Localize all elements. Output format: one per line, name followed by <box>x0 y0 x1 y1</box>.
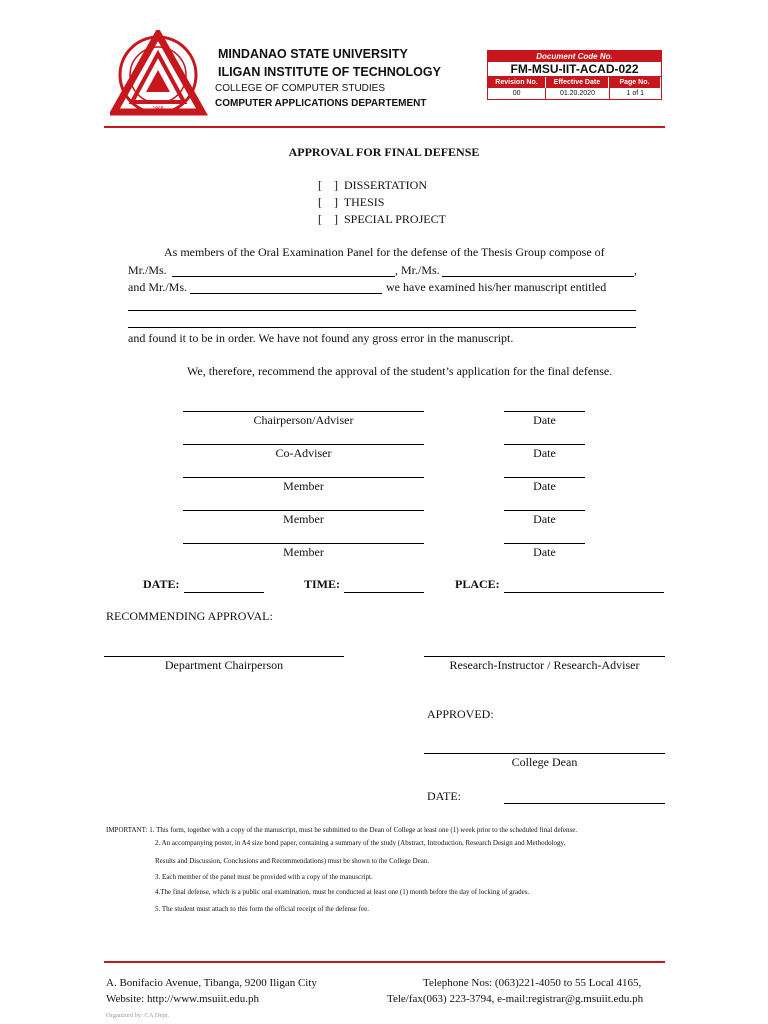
date-line[interactable] <box>504 477 585 478</box>
signature-line-member[interactable] <box>183 543 424 544</box>
page-value: 1 of 1 <box>626 90 645 97</box>
label-mr-ms-2: , Mr./Ms. <box>395 263 440 277</box>
option-thesis: [ ] THESIS <box>318 195 385 209</box>
signatory-role: Member <box>283 512 324 526</box>
department-name: COMPUTER APPLICATIONS DEPARTEMENT <box>215 98 427 109</box>
dept-chair-label: Department Chairperson <box>164 658 284 672</box>
footer-telefax: Tele/fax(063) 223-3794, e-mail:registrar@g.msuiit.edu.ph <box>387 993 644 1005</box>
note-4: 4.The final defense, which is a public oral examination, must be conducted at least one (1) month before the day of locking of grades. <box>155 888 530 896</box>
dean-label: College Dean <box>511 755 578 769</box>
header-divider <box>104 126 665 128</box>
date-label: Date <box>533 512 556 526</box>
institute-name: ILIGAN INSTITUTE OF TECHNOLOGY <box>218 65 441 79</box>
text-examined: we have examined his/her manuscript entitled <box>386 280 607 294</box>
option-special-project: [ ] SPECIAL PROJECT <box>318 212 446 226</box>
footer-divider <box>104 961 665 963</box>
signature-line-chairperson[interactable] <box>183 411 424 412</box>
paragraph-recommend: We, therefore, recommend the approval of the student’s application for the final defense. <box>187 364 613 378</box>
schedule-date-label: DATE: <box>143 577 180 591</box>
text-found: and found it to be in order. We have not found any gross error in the manuscript. <box>128 331 514 345</box>
signature-line-dean[interactable] <box>424 753 665 754</box>
university-seal <box>110 30 210 116</box>
footer-address: A. Bonifacio Avenue, Tibanga, 9200 Iligan City <box>106 977 317 989</box>
college-name: COLLEGE OF COMPUTER STUDIES <box>215 83 386 94</box>
note-2-cont: Results and Discussion, Conclusions and Recommendations) must be shown to the College Dean. <box>155 857 430 865</box>
recommending-approval-label: RECOMMENDING APPROVAL: <box>106 609 273 623</box>
manuscript-title-line-1[interactable] <box>128 310 636 311</box>
date-line[interactable] <box>504 444 585 445</box>
name-field-3[interactable] <box>190 293 382 294</box>
signature-line-research-adviser[interactable] <box>424 656 665 657</box>
schedule-time-field[interactable] <box>344 592 424 593</box>
comma: , <box>634 263 637 277</box>
name-field-2[interactable] <box>442 276 634 277</box>
research-adviser-label: Research-Instructor / Research-Adviser <box>449 658 640 672</box>
signature-line-co-adviser[interactable] <box>183 444 424 445</box>
option-dissertation: [ ] DISSERTATION <box>318 178 427 192</box>
label-mr-ms-1: Mr./Ms. <box>128 263 167 277</box>
name-field-1[interactable] <box>172 276 395 277</box>
signature-line-dept-chair[interactable] <box>104 656 344 657</box>
approved-date-label: DATE: <box>427 789 461 803</box>
seal-year: 1968 <box>152 106 164 112</box>
signatory-role: Co-Adviser <box>275 446 332 460</box>
footer-website: Website: http://www.msuiit.edu.ph <box>106 993 260 1005</box>
revision-value: 00 <box>488 88 546 99</box>
form-title: APPROVAL FOR FINAL DEFENSE <box>288 145 480 159</box>
date-line[interactable] <box>504 411 585 412</box>
label-and-mr-ms: and Mr./Ms. <box>128 280 188 294</box>
signatory-role: Chairperson/Adviser <box>253 413 354 427</box>
date-line[interactable] <box>504 510 585 511</box>
date-label: Date <box>533 446 556 460</box>
doc-code: FM-MSU-IIT-ACAD-022 <box>488 62 661 77</box>
approved-label: APPROVED: <box>427 707 494 721</box>
signatory-role: Member <box>283 479 324 493</box>
note-5: 5. The student must attach to this form the official receipt of the defense fee. <box>155 905 369 913</box>
note-1: IMPORTANT: 1. This form, together with a copy of the manuscript, must be submitted to the Dean of College at least one (1) week prior to the scheduled final defense. <box>106 826 578 834</box>
revision-label: Revision No. <box>488 77 546 88</box>
signatory-role: Member <box>283 545 324 559</box>
date-label: Date <box>533 413 556 427</box>
university-name: MINDANAO STATE UNIVERSITY <box>218 47 408 61</box>
note-3: 3. Each member of the panel must be provided with a copy of the manuscript. <box>155 873 373 881</box>
schedule-place-field[interactable] <box>504 592 664 593</box>
note-2: 2. An accompanying poster, in A4 size bond paper, containing a summary of the study (Abstract, Introduction, Research Design and Methodology, <box>155 839 566 847</box>
document-code-box <box>487 50 662 100</box>
footer-organized: Organized by: CA Dept. <box>106 1012 170 1019</box>
schedule-date-field[interactable] <box>184 592 264 593</box>
approved-date-field[interactable] <box>504 803 665 804</box>
manuscript-title-line-2[interactable] <box>128 327 636 328</box>
date-label: Date <box>533 479 556 493</box>
footer-telephone: Telephone Nos: (063)221-4050 to 55 Local 4165, <box>423 977 642 989</box>
date-label: Date <box>533 545 556 559</box>
doc-code-label: Document Code No. <box>488 51 661 62</box>
effective-label: Effective Date <box>546 77 609 88</box>
page-label: Page No. <box>609 77 661 88</box>
paragraph-intro: As members of the Oral Examination Panel for the defense of the Thesis Group compose of <box>164 245 605 259</box>
schedule-time-label: TIME: <box>304 577 340 591</box>
signature-line-member[interactable] <box>183 477 424 478</box>
effective-value: 01.20.2020 <box>546 88 609 99</box>
signature-line-member[interactable] <box>183 510 424 511</box>
schedule-place-label: PLACE: <box>455 577 500 591</box>
date-line[interactable] <box>504 543 585 544</box>
